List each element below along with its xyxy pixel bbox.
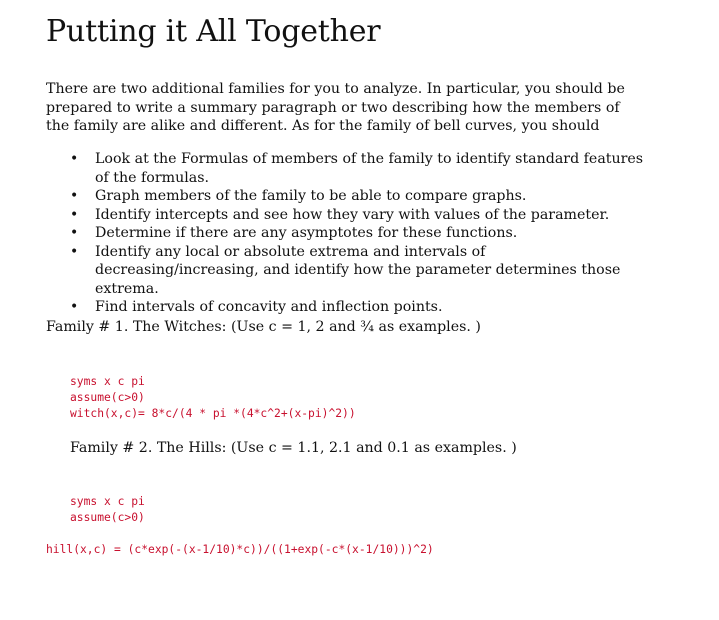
family2-heading: Family # 2. The Hills: (Use c = 1.1, 2.1 and 0.1 as examples. ) xyxy=(70,440,517,456)
code-line: syms x c pi xyxy=(70,375,145,388)
task-list xyxy=(46,150,646,317)
code-line: assume(c>0) xyxy=(70,391,145,404)
hill-function-code: hill(x,c) = (c*exp(-(x-1/10)*c))/((1+exp(-c*(x-1/10)))^2) xyxy=(46,543,434,556)
intro-paragraph: There are two additional families for you to analyze. In particular, you should be prepared to write a summary paragraph or two describing how the members of the family are alike and different. As for the family of bell curves, you should xyxy=(46,81,625,134)
list-item xyxy=(46,224,646,243)
list-item-text: Determine if there are any asymptotes for these functions. xyxy=(95,225,518,241)
bullet-icon: • xyxy=(70,299,79,315)
list-item-text: Identify intercepts and see how they vary with values of the parameter. xyxy=(95,206,610,223)
code-line: assume(c>0) xyxy=(70,511,145,524)
bullet-icon: • xyxy=(70,206,79,223)
list-item-text: Identify any local or absolute extrema and intervals of decreasing/increasing, and identify how the parameter determines those extrema. xyxy=(95,243,621,297)
list-item xyxy=(46,150,646,187)
bullet-icon: • xyxy=(70,243,79,260)
list-item-text: Find intervals of concavity and inflection points. xyxy=(95,299,443,315)
list-item-text: Look at the Formulas of members of the family to identify standard features of the formulas. xyxy=(95,151,644,186)
list-item xyxy=(46,206,646,225)
family1-code-block xyxy=(70,374,356,422)
bullet-icon: • xyxy=(70,225,79,241)
bullet-icon: • xyxy=(70,151,79,167)
page-title: Putting it All Together xyxy=(46,14,381,49)
bullet-icon: • xyxy=(70,188,79,204)
family1-heading: Family # 1. The Witches: (Use c = 1, 2 and ¾ as examples. ) xyxy=(46,319,481,335)
family2-code-block xyxy=(70,494,145,526)
code-line: witch(x,c)= 8*c/(4 * pi *(4*c^2+(x-pi)^2)) xyxy=(70,407,356,420)
list-item-text: Graph members of the family to be able to compare graphs. xyxy=(95,188,527,204)
list-item xyxy=(46,298,646,317)
list-item xyxy=(46,243,646,299)
code-line: syms x c pi xyxy=(70,495,145,508)
list-item xyxy=(46,187,646,206)
